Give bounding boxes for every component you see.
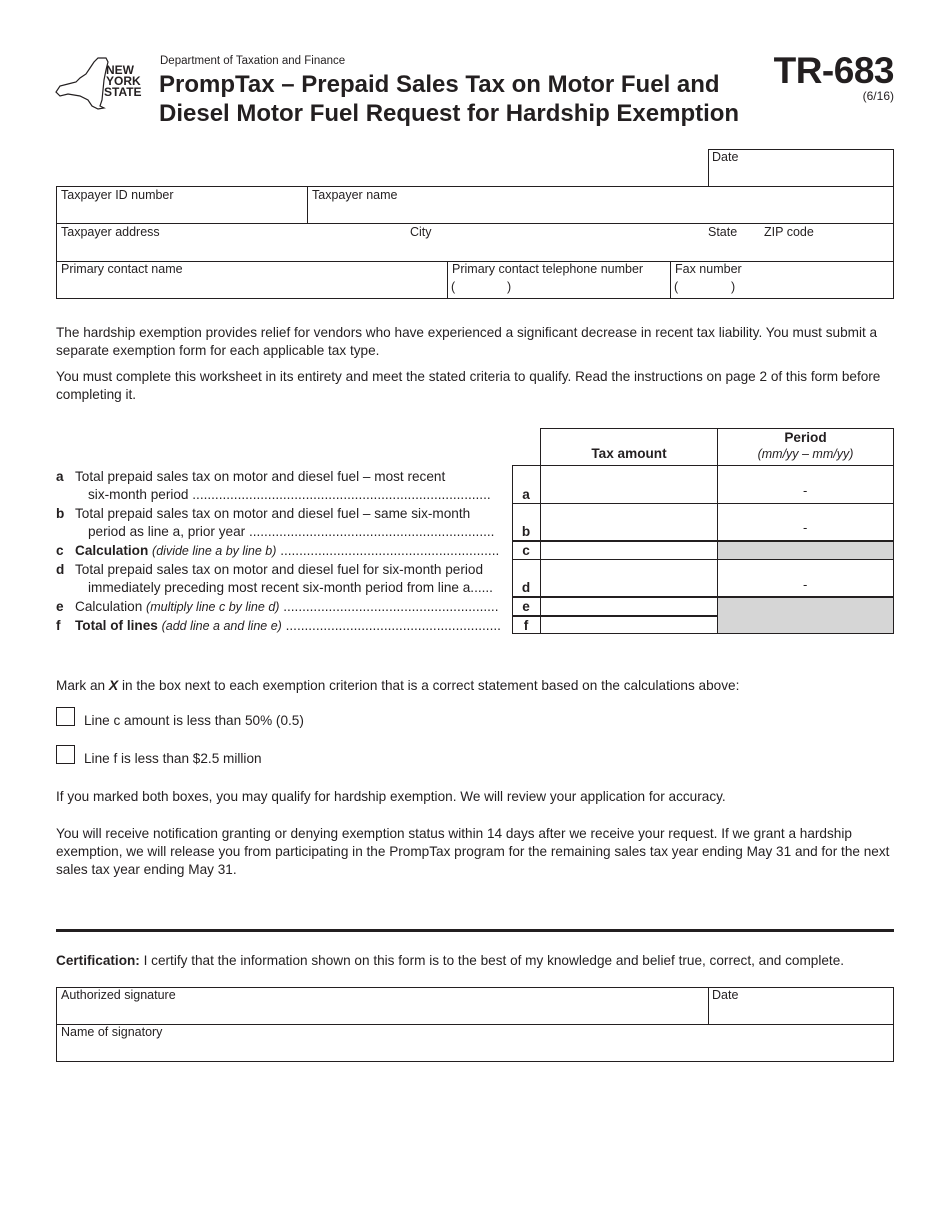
certification-divider <box>56 929 894 932</box>
period-header: Period <box>784 430 827 445</box>
department-name: Department of Taxation and Finance <box>160 55 346 67</box>
amount-input-a[interactable] <box>541 466 717 503</box>
row-letter-e: e <box>56 599 64 614</box>
row-a-line1: Total prepaid sales tax on motor and diesel fuel – most recent <box>75 469 446 484</box>
row-letter-f: f <box>56 618 61 633</box>
taxpayer-address-label: Taxpayer address <box>61 225 160 239</box>
phone-paren-close: ) <box>507 280 512 294</box>
box-letter-a: a <box>522 487 530 502</box>
row-e-dots: ......................................................... <box>279 599 499 614</box>
date-label: Date <box>712 150 739 164</box>
row-e-italic: (multiply line c by line d) <box>146 600 280 614</box>
fax-paren-close: ) <box>731 280 736 294</box>
intro-paragraph-1: The hardship exemption provides relief for vendors who have experienced a significant decrease in recent tax liability. You must submit a separate exemption form for each applicable tax type. <box>56 325 878 358</box>
box-letter-e: e <box>522 599 530 614</box>
taxpayer-id-label: Taxpayer ID number <box>61 188 174 202</box>
row-d-line2: immediately preceding most recent six-month period from line a...... <box>88 580 493 595</box>
amount-input-d[interactable] <box>541 560 717 596</box>
authorized-signature-label: Authorized signature <box>61 988 176 1002</box>
both-boxes-paragraph: If you marked both boxes, you may qualify for hardship exemption. We will review your application for accuracy. <box>56 789 726 804</box>
city-label: City <box>410 225 432 239</box>
criteria-instruction-pre: Mark an <box>56 678 109 693</box>
signature-date-label: Date <box>712 988 739 1002</box>
amount-input-e[interactable] <box>541 598 717 615</box>
criteria-instruction <box>56 676 896 695</box>
box-letter-f: f <box>523 618 529 633</box>
row-f-bold: Total of lines <box>75 618 158 633</box>
criterion-line-c-label: Line c amount is less than 50% (0.5) <box>84 713 304 728</box>
notification-paragraph: You will receive notification granting or denying exemption status within 14 days after we receive your request. If we grant a hardship exemption, we will release you from participating in the PrompTax program for the remaining sales tax year ending May 31 and for the next sales tax year ending May 31. <box>56 826 890 877</box>
row-c-dots: .......................................................... <box>276 543 500 558</box>
row-letter-c: c <box>56 543 64 558</box>
row-letter-d: d <box>56 562 65 577</box>
fax-paren-open: ( <box>674 280 679 294</box>
row-d-line1: Total prepaid sales tax on motor and diesel fuel for six-month period <box>75 562 484 577</box>
zip-code-label: ZIP code <box>764 225 814 239</box>
amount-input-b[interactable] <box>541 504 717 540</box>
period-shaded-e-f <box>718 597 893 633</box>
box-letter-c: c <box>522 543 530 558</box>
criterion-line-f-checkbox[interactable] <box>56 745 75 764</box>
form-number: TR-683 <box>773 50 894 91</box>
amount-input-f[interactable] <box>541 617 717 633</box>
signatory-name-label: Name of signatory <box>61 1025 163 1039</box>
amount-input-c[interactable] <box>541 542 717 559</box>
tax-amount-header: Tax amount <box>591 446 667 461</box>
row-f-text <box>75 618 507 633</box>
row-a-line2: six-month period ............................................................................... <box>88 487 491 502</box>
row-c-italic: (divide line a by line b) <box>152 544 277 558</box>
form-title-line1: PrompTax – Prepaid Sales Tax on Motor Fuel and <box>159 71 720 98</box>
period-dash-b: - <box>803 520 808 535</box>
phone-paren-open: ( <box>451 280 456 294</box>
form-revision: (6/16) <box>862 89 894 103</box>
state-label: State <box>708 225 738 239</box>
row-b-line1: Total prepaid sales tax on motor and diesel fuel – same six-month <box>75 506 471 521</box>
contact-name-label: Primary contact name <box>61 262 183 276</box>
box-letter-b: b <box>521 524 531 539</box>
row-f-italic: (add line a and line e) <box>161 619 282 633</box>
row-c-bold: Calculation <box>75 543 149 558</box>
logo-text-new: NEW <box>106 63 134 77</box>
row-c-text <box>75 543 507 558</box>
row-f-dots: ......................................................... <box>281 618 501 633</box>
intro-paragraph-2: You must complete this worksheet in its entirety and meet the stated criteria to qualify. Read the instructions on page 2 of this form before completing it. <box>56 369 881 402</box>
period-dash-a: - <box>803 483 808 498</box>
form-title-line2: Diesel Motor Fuel Request for Hardship Exemption <box>159 100 740 127</box>
mark-x: X <box>108 677 119 693</box>
contact-phone-label: Primary contact telephone number <box>452 262 644 276</box>
criterion-line-f-label: Line f is less than $2.5 million <box>84 751 262 766</box>
row-letter-a: a <box>56 469 64 484</box>
criteria-instruction-post: in the box next to each exemption criterion that is a correct statement based on the calculations above: <box>118 678 740 693</box>
certification-statement <box>56 952 896 970</box>
new-york-state-outline <box>56 58 108 109</box>
logo-text-york: YORK <box>106 74 141 88</box>
period-shaded-c <box>718 541 893 559</box>
box-letter-d: d <box>521 580 531 595</box>
row-b-line2: period as line a, prior year ................................................................. <box>88 524 495 539</box>
row-e-plain: Calculation <box>75 599 143 614</box>
fax-number-label: Fax number <box>675 262 742 276</box>
row-letter-b: b <box>56 506 65 521</box>
certification-text: I certify that the information shown on this form is to the best of my knowledge and belief true, correct, and complete. <box>139 953 845 968</box>
logo-text-state: STATE <box>104 85 142 99</box>
period-dash-d: - <box>803 577 808 592</box>
new-york-state-logo <box>54 56 146 112</box>
certification-label: Certification: <box>56 953 140 968</box>
signatory-name-field[interactable] <box>57 1025 893 1061</box>
period-format-header: (mm/yy – mm/yy) <box>757 447 854 461</box>
criterion-line-c-checkbox[interactable] <box>56 707 75 726</box>
row-e-text <box>75 599 507 614</box>
taxpayer-name-label: Taxpayer name <box>312 188 398 202</box>
